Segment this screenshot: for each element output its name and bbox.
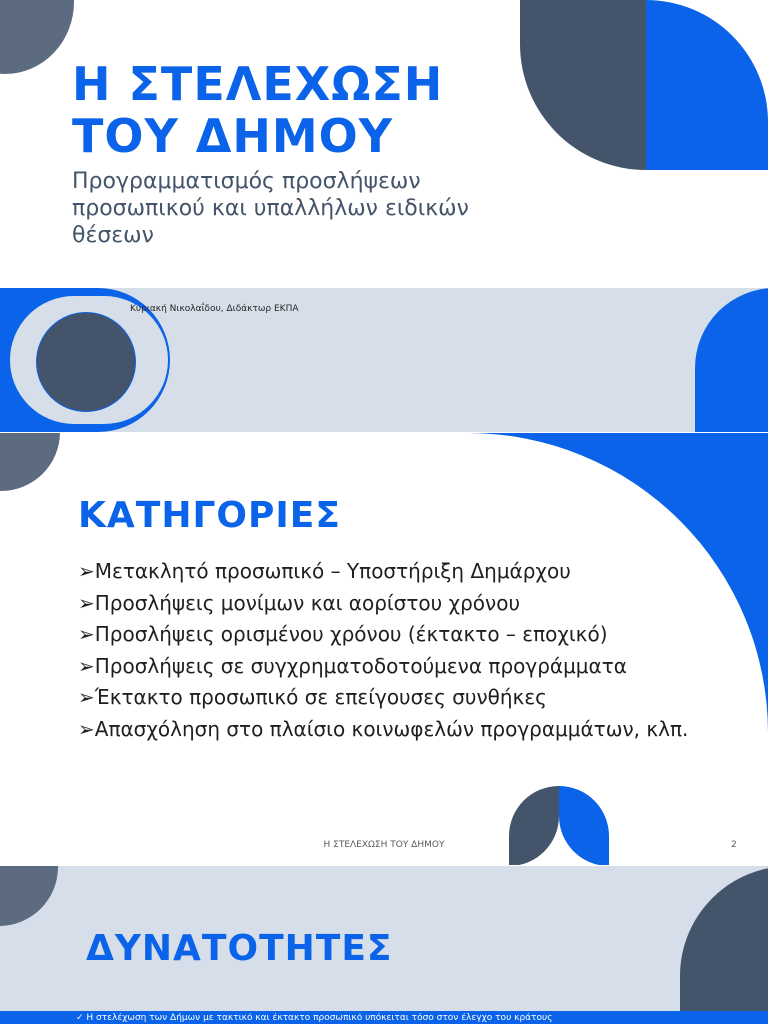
body-text: ✓ Η στελέχωση των Δήμων με τακτικό και έκτακτο προσωπικό υπόκειται τόσο στον έλεγχο του κράτους [76, 1013, 553, 1023]
bullet-text: Προσλήψεις σε συγχρηματοδοτούμενα προγράμματα [94, 653, 627, 678]
slide-heading: ΚΑΤΗΓΟΡΙΕΣ [78, 495, 341, 536]
author-credit: Κυριακή Νικολαΐδου, Διδάκτωρ ΕΚΠΑ [130, 304, 299, 314]
slide-subtitle: Προγραμματισμός προσλήψεων προσωπικού και υπαλλήλων ειδικών θέσεων [72, 169, 469, 248]
slide-heading: ΔΥΝΑΤΟΤΗΤΕΣ [86, 928, 393, 969]
bullet-item [78, 559, 698, 584]
bullet-item [78, 685, 698, 710]
bullet-text: Μετακλητό προσωπικό – Υποστήριξη Δημάρχου [94, 559, 571, 583]
bullet-item [78, 591, 698, 616]
bullet-text: Προσλήψεις ορισμένου χρόνου (έκτακτο – εποχικό) [94, 622, 608, 646]
bullet-item [78, 622, 698, 647]
categories-slide [0, 433, 768, 865]
bullet-arrow-icon: ➢ [78, 653, 95, 678]
decorative-leaf-dark [520, 0, 646, 170]
bullet-arrow-icon: ➢ [78, 622, 95, 646]
bullet-text: Απασχόληση στο πλαίσιο κοινωφελών προγραμμάτων, κλπ. [94, 716, 689, 741]
decorative-circle [0, 0, 74, 74]
bullet-arrow-icon: ➢ [78, 716, 95, 741]
bullet-arrow-icon: ➢ [78, 559, 95, 583]
decorative-leaf-dark [680, 866, 768, 1011]
bullet-list [78, 559, 698, 748]
title-slide [0, 0, 768, 432]
bullet-text: Προσλήψεις μονίμων και αορίστου χρόνου [94, 590, 521, 615]
bullet-item [78, 717, 698, 742]
decorative-leaf-blue [646, 0, 768, 170]
slide-footer: Η ΣΤΕΛΕΧΩΣΗ ΤΟΥ ΔΗΜΟΥ [323, 840, 445, 850]
possibilities-slide [0, 866, 768, 1024]
bullet-text: Έκτακτο προσωπικό σε επείγουσες συνθήκες [94, 685, 547, 709]
page-number: 2 [731, 840, 737, 850]
bullet-arrow-icon: ➢ [78, 685, 95, 709]
bullet-item [78, 654, 698, 679]
decorative-dot [36, 312, 136, 412]
bullet-arrow-icon: ➢ [78, 590, 95, 615]
slide-title: Η ΣΤΕΛΕΧΩΣΗ ΤΟΥ ΔΗΜΟΥ [72, 57, 444, 163]
decorative-circle [0, 866, 58, 926]
